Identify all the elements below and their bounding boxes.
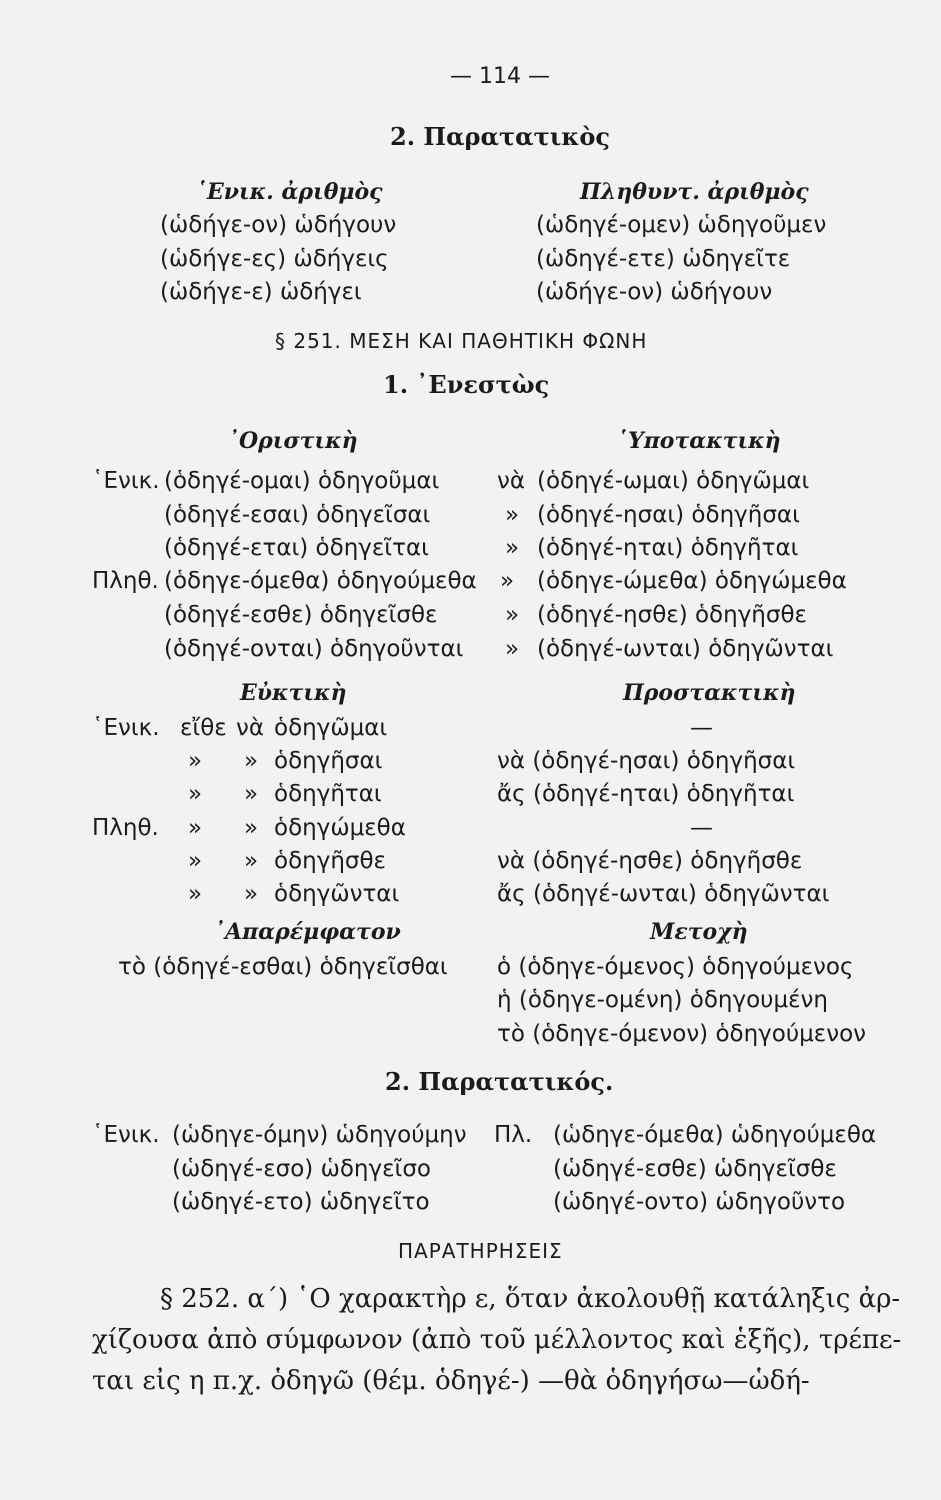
mood-row-1-prefix: ῾Ενικ. [92, 715, 160, 741]
mood-row-6-m2: » [244, 881, 259, 907]
middle-imperfect-sing-3: (ὡδηγέ-ετο) ὡδηγεῖτο [172, 1189, 430, 1215]
middle-imperfect-sing-2: (ὡδηγέ-εσο) ὡδηγεῖσο [172, 1156, 431, 1182]
present-row-1-subj: (ὁδηγέ-ωμαι) ὁδηγῶμαι [537, 468, 810, 494]
mood-row-3-m1: » [188, 781, 203, 807]
present-row-6-subj: (ὁδηγέ-ωνται) ὁδηγῶνται [537, 636, 834, 662]
present-row-4-subj: (ὁδηγε-ώμεθα) ὁδηγώμεθα [537, 568, 847, 594]
active-imperfect-heading: 2. Παρατατικὸς [390, 122, 610, 151]
mood-row-6-m1: » [188, 881, 203, 907]
middle-imperfect-plur-3: (ὡδηγέ-οντο) ὡδηγοῦντο [553, 1189, 846, 1215]
mood-row-5-m2: » [244, 848, 259, 874]
present-row-3-ind: (ὁδηγέ-εται) ὁδηγεῖται [164, 535, 429, 561]
mood-row-4-m1: » [188, 815, 203, 841]
active-imperfect-plur-label: Πληθυντ. ἀριθμὸς [580, 179, 809, 205]
notes-heading: ΠΑΡΑΤΗΡΗΣΕΙΣ [398, 1239, 563, 1263]
present-row-5-subj: (ὁδηγέ-ησθε) ὁδηγῆσθε [537, 602, 807, 628]
present-row-2-ind: (ὁδηγέ-εσαι) ὁδηγεῖσαι [164, 502, 431, 528]
active-imperfect-plur-2: (ὡδηγέ-ετε) ὡδηγεῖτε [536, 246, 791, 272]
present-row-4-mark: » [500, 568, 515, 594]
present-heading: 1. ᾿Ενεστὼς [383, 370, 550, 399]
note-252-line-3: ται εἰς η π.χ. ὁδηγῶ (θέμ. ὁδηγέ-) —θὰ ὁδηγήσω—ὡδή- [92, 1366, 810, 1396]
mood-row-5-imp: νὰ (ὁδηγέ-ησθε) ὁδηγῆσθε [497, 848, 803, 874]
middle-imperfect-plur-2: (ὡδηγέ-εσθε) ὡδηγεῖσθε [553, 1156, 837, 1182]
mood-row-4-m2: » [244, 815, 259, 841]
mood-row-2-m1: » [188, 748, 203, 774]
participle-label: Μετοχὴ [650, 919, 748, 945]
mood-row-4-imp: — [690, 815, 713, 841]
middle-imperfect-sing-1: (ὡδηγε-όμην) ὡδηγούμην [172, 1122, 467, 1148]
present-row-2-mark: » [505, 502, 520, 528]
middle-imperfect-plur-prefix: Πλ. [494, 1122, 533, 1148]
mood-row-3-m2: » [244, 781, 259, 807]
mood-row-1-m2: νὰ [236, 715, 265, 741]
infinitive-label: ᾿Απαρέμφατον [214, 919, 401, 945]
mood-row-1-m1: εἴθε [180, 715, 227, 741]
present-row-1-prefix: ῾Ενικ. [92, 468, 160, 494]
present-row-4-ind: (ὁδηγε-όμεθα) ὁδηγούμεθα [164, 568, 477, 594]
participle-form-1: ὁ (ὁδηγε-όμενος) ὁδηγούμενος [497, 954, 854, 980]
indicative-label: ᾿Οριστικὴ [228, 428, 358, 454]
present-row-6-mark: » [505, 636, 520, 662]
mood-row-2-m2: » [244, 748, 259, 774]
active-imperfect-sing-1: (ὡδήγε-ον) ὡδήγουν [160, 212, 397, 238]
present-row-5-ind: (ὁδηγέ-εσθε) ὁδηγεῖσθε [164, 602, 438, 628]
present-row-4-prefix: Πληθ. [92, 568, 159, 594]
active-imperfect-plur-3: (ὡδήγε-ον) ὡδήγουν [536, 279, 773, 305]
mood-row-4-opt: ὁδηγώμεθα [274, 815, 406, 841]
present-row-1-mark: νὰ [497, 468, 526, 494]
subjunctive-label: ῾Υποτακτικὴ [617, 428, 781, 454]
present-row-6-ind: (ὁδηγέ-ονται) ὁδηγοῦνται [164, 636, 464, 662]
mood-row-5-opt: ὁδηγῆσθε [274, 848, 386, 874]
mood-row-2-imp: νὰ (ὁδηγέ-ησαι) ὁδηγῆσαι [497, 748, 796, 774]
active-imperfect-sing-3: (ὡδήγε-ε) ὡδήγει [160, 279, 362, 305]
active-imperfect-sing-2: (ὡδήγε-ες) ὡδήγεις [160, 246, 389, 272]
present-row-5-mark: » [505, 602, 520, 628]
mood-row-3-imp: ἄς (ὁδηγέ-ηται) ὁδηγῆται [497, 781, 795, 807]
participle-form-2: ἡ (ὁδηγε-ομένη) ὁδηγουμένη [497, 987, 828, 1013]
participle-form-3: τὸ (ὁδηγε-όμενον) ὁδηγούμενον [497, 1021, 866, 1047]
mood-row-6-imp: ἄς (ὁδηγέ-ωνται) ὁδηγῶνται [497, 881, 830, 907]
mood-row-5-m1: » [188, 848, 203, 874]
present-row-3-subj: (ὁδηγέ-ηται) ὁδηγῆται [537, 535, 799, 561]
active-imperfect-plur-1: (ὡδηγέ-ομεν) ὡδηγοῦμεν [536, 212, 827, 238]
middle-imperfect-plur-1: (ὡδηγε-όμεθα) ὡδηγούμεθα [553, 1122, 877, 1148]
infinitive-form: τὸ (ὁδηγέ-εσθαι) ὁδηγεῖσθαι [118, 954, 448, 980]
section-251-heading: § 251. ΜΕΣΗ ΚΑΙ ΠΑΘΗΤΙΚΗ ΦΩΝΗ [275, 329, 648, 353]
present-row-1-ind: (ὁδηγέ-ομαι) ὁδηγοῦμαι [164, 468, 440, 494]
page-number: — 114 — [450, 64, 550, 89]
note-252-line-2: χίζουσα ἀπὸ σύμφωνον (ἀπὸ τοῦ μέλλοντος καὶ ἑξῆς), τρέπε- [92, 1325, 902, 1355]
active-imperfect-sing-label: ῾Ενικ. ἀριθμὸς [196, 179, 383, 205]
mood-row-1-opt: ὁδηγῶμαι [274, 715, 388, 741]
mood-row-2-opt: ὁδηγῆσαι [274, 748, 383, 774]
middle-imperfect-sing-prefix: ῾Ενικ. [92, 1122, 160, 1148]
present-row-2-subj: (ὁδηγέ-ησαι) ὁδηγῆσαι [537, 502, 800, 528]
mood-row-6-opt: ὁδηγῶνται [274, 881, 400, 907]
note-252-line-1: § 252. α΄) ῾Ο χαρακτὴρ ε, ὅταν ἀκολουθῇ κατάληξις ἀρ- [160, 1284, 901, 1314]
mood-row-1-imp: — [690, 715, 713, 741]
imperative-label: Προστακτικὴ [623, 680, 796, 706]
middle-imperfect-heading: 2. Παρατατικός. [385, 1067, 614, 1096]
optative-label: Εὐκτικὴ [240, 680, 347, 706]
mood-row-4-prefix: Πληθ. [92, 815, 159, 841]
mood-row-3-opt: ὁδηγῆται [274, 781, 382, 807]
present-row-3-mark: » [505, 535, 520, 561]
